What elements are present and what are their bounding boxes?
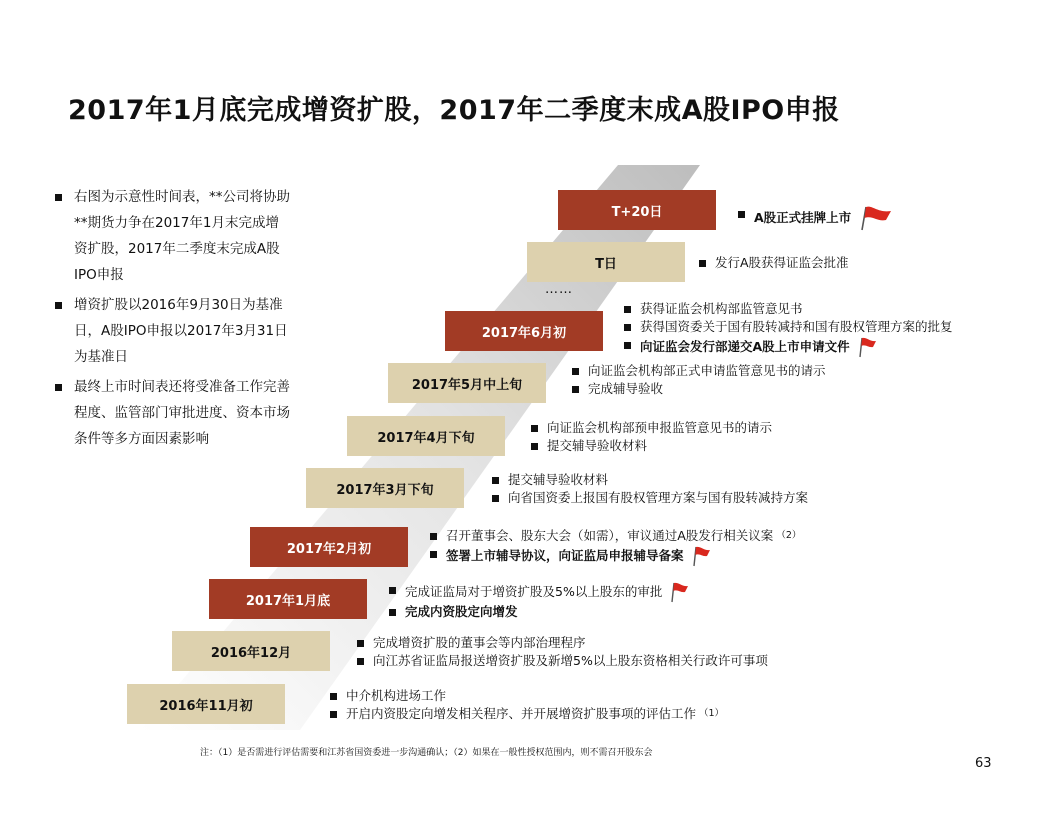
timeline-step-description	[697, 254, 849, 272]
timeline-step-label: T+20日	[558, 190, 716, 230]
timeline-step-item	[529, 437, 772, 455]
timeline-step-item	[529, 419, 772, 437]
timeline-step-item-text: 召开董事会、股东大会（如需），审议通过A股发行相关议案	[446, 528, 774, 543]
left-note: 增资扩股以2016年9月30日为基准日，A股IPO申报以2017年3月31日为基准日	[52, 292, 292, 370]
timeline-step-description	[622, 300, 953, 358]
timeline-step-label: 2017年6月初	[445, 311, 603, 351]
timeline-step-description	[387, 581, 690, 621]
footnote-marker: （2）	[776, 530, 802, 541]
timeline-step-item-text: 完成内资股定向增发	[405, 604, 518, 619]
timeline-step-item-text: 向证监会机构部正式申请监管意见书的请示	[588, 363, 826, 378]
timeline-step-item	[570, 362, 826, 380]
timeline-step-item-text: 完成增资扩股的董事会等内部治理程序	[373, 635, 586, 650]
timeline-step-description	[736, 205, 893, 231]
timeline-step-item-text: 开启内资股定向增发相关程序、并开展增资扩股事项的评估工作	[346, 706, 697, 721]
timeline-step-item	[355, 652, 768, 670]
timeline-step-item	[622, 336, 953, 358]
timeline-step-item-text: A股正式挂牌上市	[754, 210, 852, 225]
timeline-step-item	[622, 318, 953, 336]
timeline-step-item	[355, 634, 768, 652]
red-flag-icon	[668, 581, 690, 603]
timeline-step-label: 2017年4月下旬	[347, 416, 505, 456]
timeline-step-label: 2017年3月下旬	[306, 468, 464, 508]
timeline-step-item	[570, 380, 826, 398]
timeline-step-label: T日	[527, 242, 685, 282]
timeline-step-item	[490, 471, 808, 489]
timeline-step-item	[428, 545, 801, 567]
timeline-step-item	[428, 527, 801, 545]
timeline-step-item-text: 发行A股获得证监会批准	[715, 255, 849, 270]
timeline-step-item-text: 向证监会发行部递交A股上市申请文件	[640, 339, 850, 354]
timeline-step-item-text: 提交辅导验收材料	[547, 438, 648, 453]
timeline-step-label: 2017年1月底	[209, 579, 367, 619]
timeline-step-item-text: 获得证监会机构部监管意见书	[640, 301, 803, 316]
red-flag-icon	[857, 205, 893, 231]
timeline-step-item	[328, 705, 724, 723]
timeline-step-description	[428, 527, 801, 567]
timeline-step-item-text: 签署上市辅导协议，向证监局申报辅导备案	[446, 548, 684, 563]
ellipsis: ……	[545, 282, 573, 297]
timeline-step-item	[387, 603, 690, 621]
timeline-step-item-text: 提交辅导验收材料	[508, 472, 609, 487]
left-note: 右图为示意性时间表，**公司将协助**期货力争在2017年1月末完成增资扩股，2017年二季度末完成A股IPO申报	[52, 184, 292, 288]
red-flag-icon	[856, 336, 878, 358]
timeline-step-item	[697, 254, 849, 272]
page-number: 63	[975, 756, 992, 771]
timeline-step-item-text: 完成辅导验收	[588, 381, 664, 396]
timeline-step-description	[328, 687, 724, 723]
timeline-step-item-text: 完成证监局对于增资扩股及5%以上股东的审批	[405, 584, 663, 599]
timeline-step-item-text: 向江苏省证监局报送增资扩股及新增5%以上股东资格相关行政许可事项	[373, 653, 768, 668]
timeline-step-description	[570, 362, 826, 398]
page-title: 2017年1月底完成增资扩股，2017年二季度末成A股IPO申报	[68, 95, 840, 126]
timeline-step-description	[355, 634, 768, 670]
timeline-step-description	[490, 471, 808, 507]
timeline-step-label: 2016年12月	[172, 631, 330, 671]
timeline-step-item-text: 向证监会机构部预申报监管意见书的请示	[547, 420, 773, 435]
timeline-step-item	[328, 687, 724, 705]
timeline-step-item-text: 获得国资委关于国有股转减持和国有股权管理方案的批复	[640, 319, 953, 334]
footnote-marker: （1）	[699, 708, 725, 719]
timeline-step-label: 2017年2月初	[250, 527, 408, 567]
timeline-step-label: 2016年11月初	[127, 684, 285, 724]
timeline-step-description	[529, 419, 772, 455]
timeline-step-item	[736, 205, 893, 231]
timeline-step-item-text: 中介机构进场工作	[346, 688, 447, 703]
left-note: 最终上市时间表还将受准备工作完善程度、监管部门审批进度、资本市场条件等多方面因素影响	[52, 374, 292, 452]
timeline-step-item	[622, 300, 953, 318]
timeline-step-label: 2017年5月中上旬	[388, 363, 546, 403]
timeline-step-item	[490, 489, 808, 507]
footnote: 注：（1）是否需进行评估需要和江苏省国资委进一步沟通确认；（2）如果在一般性授权范围内，则不需召开股东会	[200, 748, 653, 758]
red-flag-icon	[690, 545, 712, 567]
left-notes-list	[52, 184, 292, 456]
timeline-step-item	[387, 581, 690, 603]
timeline-step-item-text: 向省国资委上报国有股权管理方案与国有股转减持方案	[508, 490, 809, 505]
